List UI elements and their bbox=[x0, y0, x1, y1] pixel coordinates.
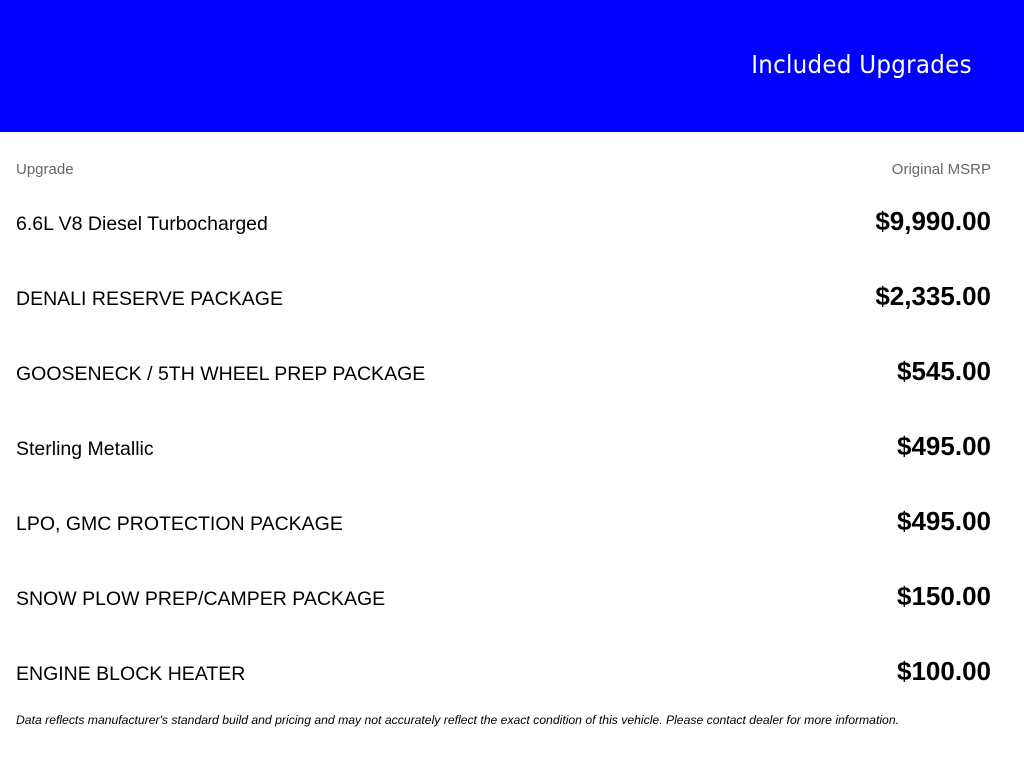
table-row bbox=[0, 560, 1024, 635]
upgrade-name: GOOSENECK / 5TH WHEEL PREP PACKAGE bbox=[16, 363, 426, 385]
upgrade-name: ENGINE BLOCK HEATER bbox=[16, 663, 246, 685]
table-row bbox=[0, 185, 1024, 260]
upgrade-name: SNOW PLOW PREP/CAMPER PACKAGE bbox=[16, 588, 386, 610]
upgrade-name: 6.6L V8 Diesel Turbocharged bbox=[16, 213, 268, 235]
upgrade-price: $545.00 bbox=[897, 356, 991, 386]
upgrade-price: $9,990.00 bbox=[875, 206, 991, 236]
table-row bbox=[0, 335, 1024, 410]
upgrade-name: LPO, GMC PROTECTION PACKAGE bbox=[16, 513, 343, 535]
upgrade-price: $100.00 bbox=[897, 656, 991, 686]
upgrade-name: Sterling Metallic bbox=[16, 438, 154, 460]
table-row bbox=[0, 635, 1024, 710]
page-title: Included Upgrades bbox=[751, 50, 972, 79]
upgrade-price: $495.00 bbox=[897, 431, 991, 461]
column-header-msrp: Original MSRP bbox=[891, 161, 991, 178]
upgrade-price: $495.00 bbox=[897, 506, 991, 536]
table-row bbox=[0, 410, 1024, 485]
table-row bbox=[0, 485, 1024, 560]
table-row bbox=[0, 260, 1024, 335]
disclaimer-footnote: Data reflects manufacturer's standard build and pricing and may not accurately reflect the exact condition of this vehicle. Please contact dealer for more information. bbox=[16, 713, 899, 727]
upgrade-name: DENALI RESERVE PACKAGE bbox=[16, 288, 283, 310]
column-header-upgrade: Upgrade bbox=[16, 161, 74, 178]
header-banner bbox=[0, 0, 1024, 132]
upgrade-price: $150.00 bbox=[897, 581, 991, 611]
upgrade-price: $2,335.00 bbox=[875, 281, 991, 311]
upgrades-table bbox=[0, 185, 1024, 710]
